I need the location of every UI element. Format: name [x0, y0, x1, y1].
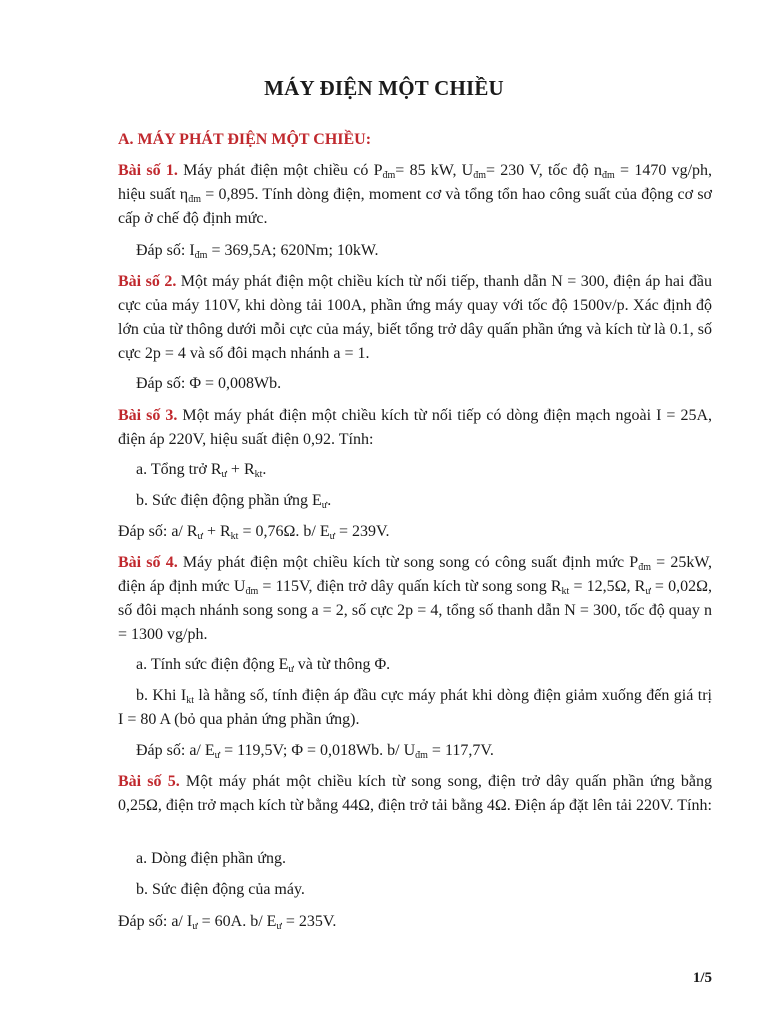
- answer-4: Đáp số: a/ $E_ư = 119,5V$; Φ = 0,018Wb. b/ $U_{đm} = 117,7V$.: [136, 742, 494, 761]
- problem-5-part-b: b. Sức điện động của máy.: [136, 881, 305, 898]
- problem-5-part-a: a. Dòng điện phần ứng.: [136, 850, 286, 867]
- problem-1: Bài số 1. Máy phát điện một chiều có $P_{đm}= 85$ kW, $U_{đm}= 230$ V, tốc độ $n_{đm} = 1470$ vg/ph, hiệu suất $\eta_{đm} = 0,895$. Tính dòng điện, moment cơ và tổng tổn hao công suất của động cơ sơ cấp ở chế độ định mức.: [118, 162, 713, 227]
- problem-5: Bài số 5. Một máy phát một chiều kích từ song song, điện trở dây quấn phần ứng bằng 0,25Ω, điện trở mạch kích từ bằng 44Ω, điện trở tải bằng 4Ω. Điện áp đặt lên tải 220V. Tính:: [118, 773, 712, 814]
- answer-2: Đáp số: Φ = 0,008Wb.: [136, 375, 282, 392]
- answer-1: Đáp số: $I_{đm} = 369,5A$; 620Nm; 10kW.: [136, 242, 379, 261]
- problem-4-part-b: b. Khi $I_{kt}$ là hằng số, tính điện áp đầu cực máy phát khi dòng điện giảm xuống đến giá trị I = 80 A (bỏ qua phản ứng phần ứng).: [118, 687, 712, 728]
- problem-3-part-a: a. Tổng trở $R_ư + R_{kt}$.: [136, 461, 267, 480]
- problem-3: Bài số 3. Một máy phát điện một chiều kích từ nối tiếp có dòng điện mạch ngoài I = 25A, điện áp 220V, hiệu suất điện 0,92. Tính:: [118, 407, 713, 448]
- problem-4: Bài số 4. Máy phát điện một chiều kích từ song song có công suất định mức $P_{đm} = 25kW$, điện áp định mức $U_{đm} = 115V$, điện trở dây quấn kích từ song song $R_{kt} = 12,5\Omega$, $R_ư = 0,02\Omega$, số đôi mạch nhánh song song a = 2, số cực 2p = 4, tổng số thanh dẫn N = 300, tốc độ quay n = 1300 vg/ph.: [118, 554, 713, 643]
- answer-3: Đáp số: a/ $R_ư + R_{kt} = 0,76\Omega$. b/ $E_ư = 239V$.: [118, 523, 390, 542]
- problem-3-part-b: b. Sức điện động phần ứng $E_ư$.: [136, 492, 332, 511]
- problem-label: Bài số 1.: [118, 162, 178, 179]
- problem-label: Bài số 4.: [118, 554, 178, 571]
- problem-4-part-a: a. Tính sức điện động $E_ư$ và từ thông Φ.: [136, 656, 391, 675]
- section-heading: A. MÁY PHÁT ĐIỆN MỘT CHIỀU:: [118, 131, 372, 148]
- page-title: MÁY ĐIỆN MỘT CHIỀU: [264, 76, 504, 100]
- problem-label: Bài số 2.: [118, 273, 177, 290]
- problem-label: Bài số 5.: [118, 773, 180, 790]
- page-number: 1/5: [692, 970, 712, 986]
- answer-5: Đáp số: a/ $I_ư = 60A$. b/ $E_ư = 235V$.: [118, 913, 337, 932]
- problem-2: Bài số 2. Một máy phát điện một chiều kích từ nối tiếp, thanh dẫn N = 300, điện áp hai đầu cực của máy 110V, khi dòng tải 100A, phần ứng máy quay với tốc độ 1500v/p. Xác định độ lớn của từ thông dưới mỗi cực của máy, biết tổng trở dây quấn phần ứng và kích từ là 0.1, số cực 2p = 4 và số đôi mạch nhánh a = 1.: [118, 273, 712, 362]
- problem-label: Bài số 3.: [118, 407, 178, 424]
